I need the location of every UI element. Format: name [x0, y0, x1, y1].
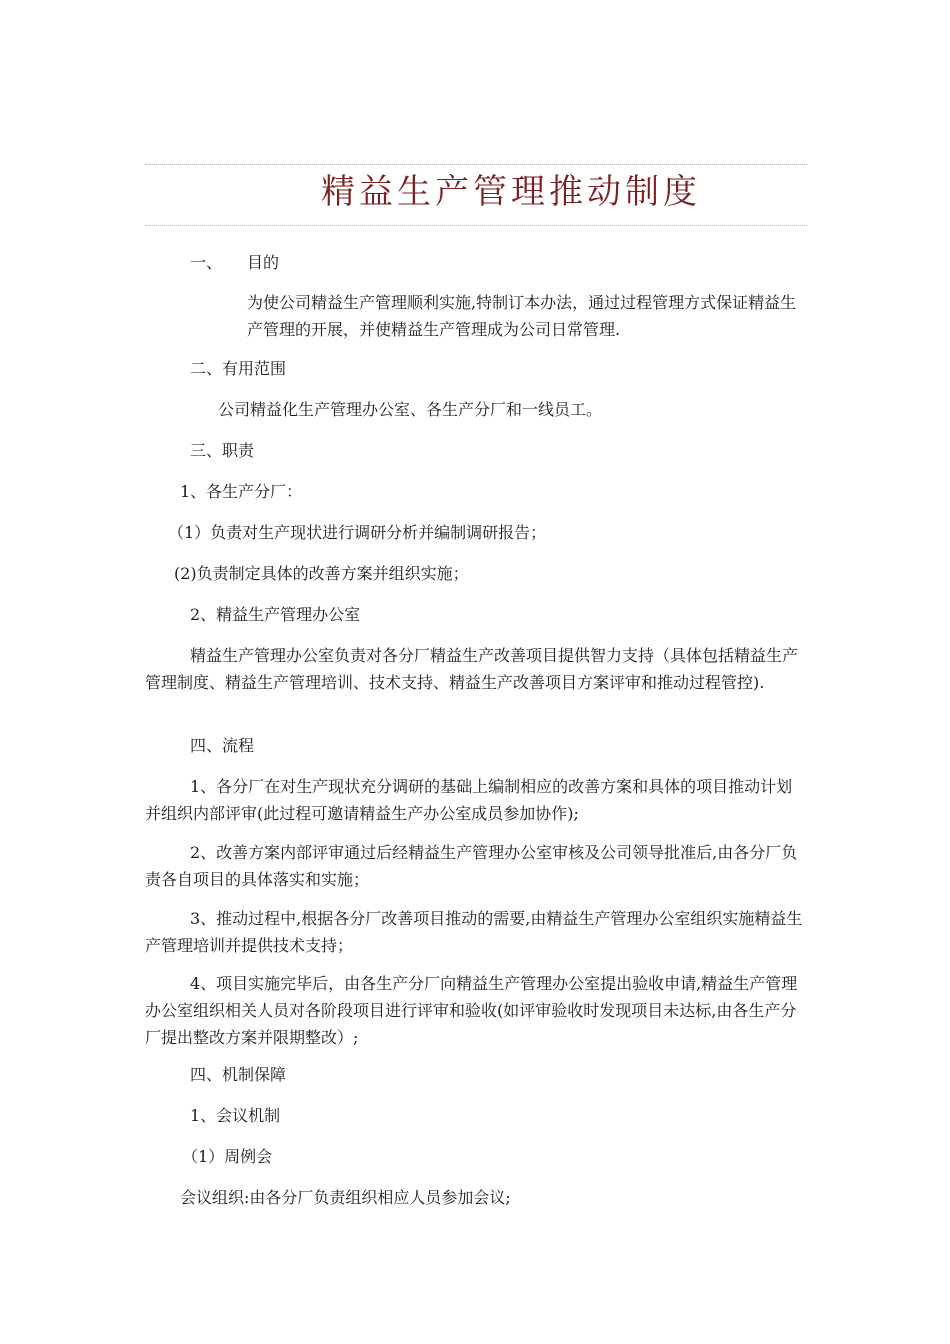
section-4-paragraph-4: 4、项目实施完毕后，由各生产分厂向精益生产管理办公室提出验收申请,精益生产管理办公室组织相关人员对各阶段项目进行评审和验收(如评审验收时发现项目未达标,由各生产分厂提出整改方案并限期整改）;	[145, 974, 798, 1047]
section-1-number: 一、	[190, 253, 223, 272]
section-5-text: 会议组织:由各分厂负责组织相应人员参加会议;	[180, 1188, 511, 1207]
section-3-heading: 三、职责	[190, 441, 255, 460]
section-3-sub-2-text: 精益生产管理办公室负责对各分厂精益生产改善项目提供智力支持（具体包括精益生产管理制度、精益生产管理培训、技术支持、精益生产改善项目方案评审和推动过程管控).	[145, 646, 799, 692]
section-4-heading: 四、流程	[190, 736, 255, 755]
section-3-sub-1-item-2: (2)负责制定具体的改善方案并组织实施；	[174, 564, 469, 583]
section-1-text: 为使公司精益生产管理顺利实施,特制订本办法，通过过程管理方式保证精益生产管理的开展，并使精益生产管理成为公司日常管理.	[247, 293, 797, 339]
section-5-item-1: （1）周例会	[182, 1147, 273, 1166]
title-bottom-rule	[145, 225, 807, 226]
section-2-heading: 二、有用范围	[190, 359, 287, 378]
section-2-text: 公司精益化生产管理办公室、各生产分厂和一线员工。	[218, 400, 603, 419]
section-3-sub-1-item-1: （1）负责对生产现状进行调研分析并编制调研报告；	[168, 523, 547, 542]
section-4-paragraph-3: 3、推动过程中,根据各分厂改善项目推动的需要,由精益生产管理办公室组织实施精益生产管理培训并提供技术支持；	[145, 909, 803, 955]
section-3-sub-1: 1、各生产分厂：	[180, 482, 303, 501]
section-4-paragraph-1: 1、各分厂在对生产现状充分调研的基础上编制相应的改善方案和具体的项目推动计划并组织内部评审(此过程可邀请精益生产办公室成员参加协作);	[145, 777, 793, 823]
section-1-heading: 目的	[247, 253, 280, 272]
title-top-rule	[145, 164, 807, 165]
section-5-heading: 四、机制保障	[190, 1065, 287, 1084]
section-5-sub-1: 1、会议机制	[190, 1106, 281, 1125]
section-4-paragraph-2: 2、改善方案内部评审通过后经精益生产管理办公室审核及公司领导批准后,由各分厂负责各自项目的具体落实和实施；	[145, 843, 798, 889]
section-3-sub-2: 2、精益生产管理办公室	[190, 605, 361, 624]
document-title: 精益生产管理推动制度	[321, 172, 701, 212]
